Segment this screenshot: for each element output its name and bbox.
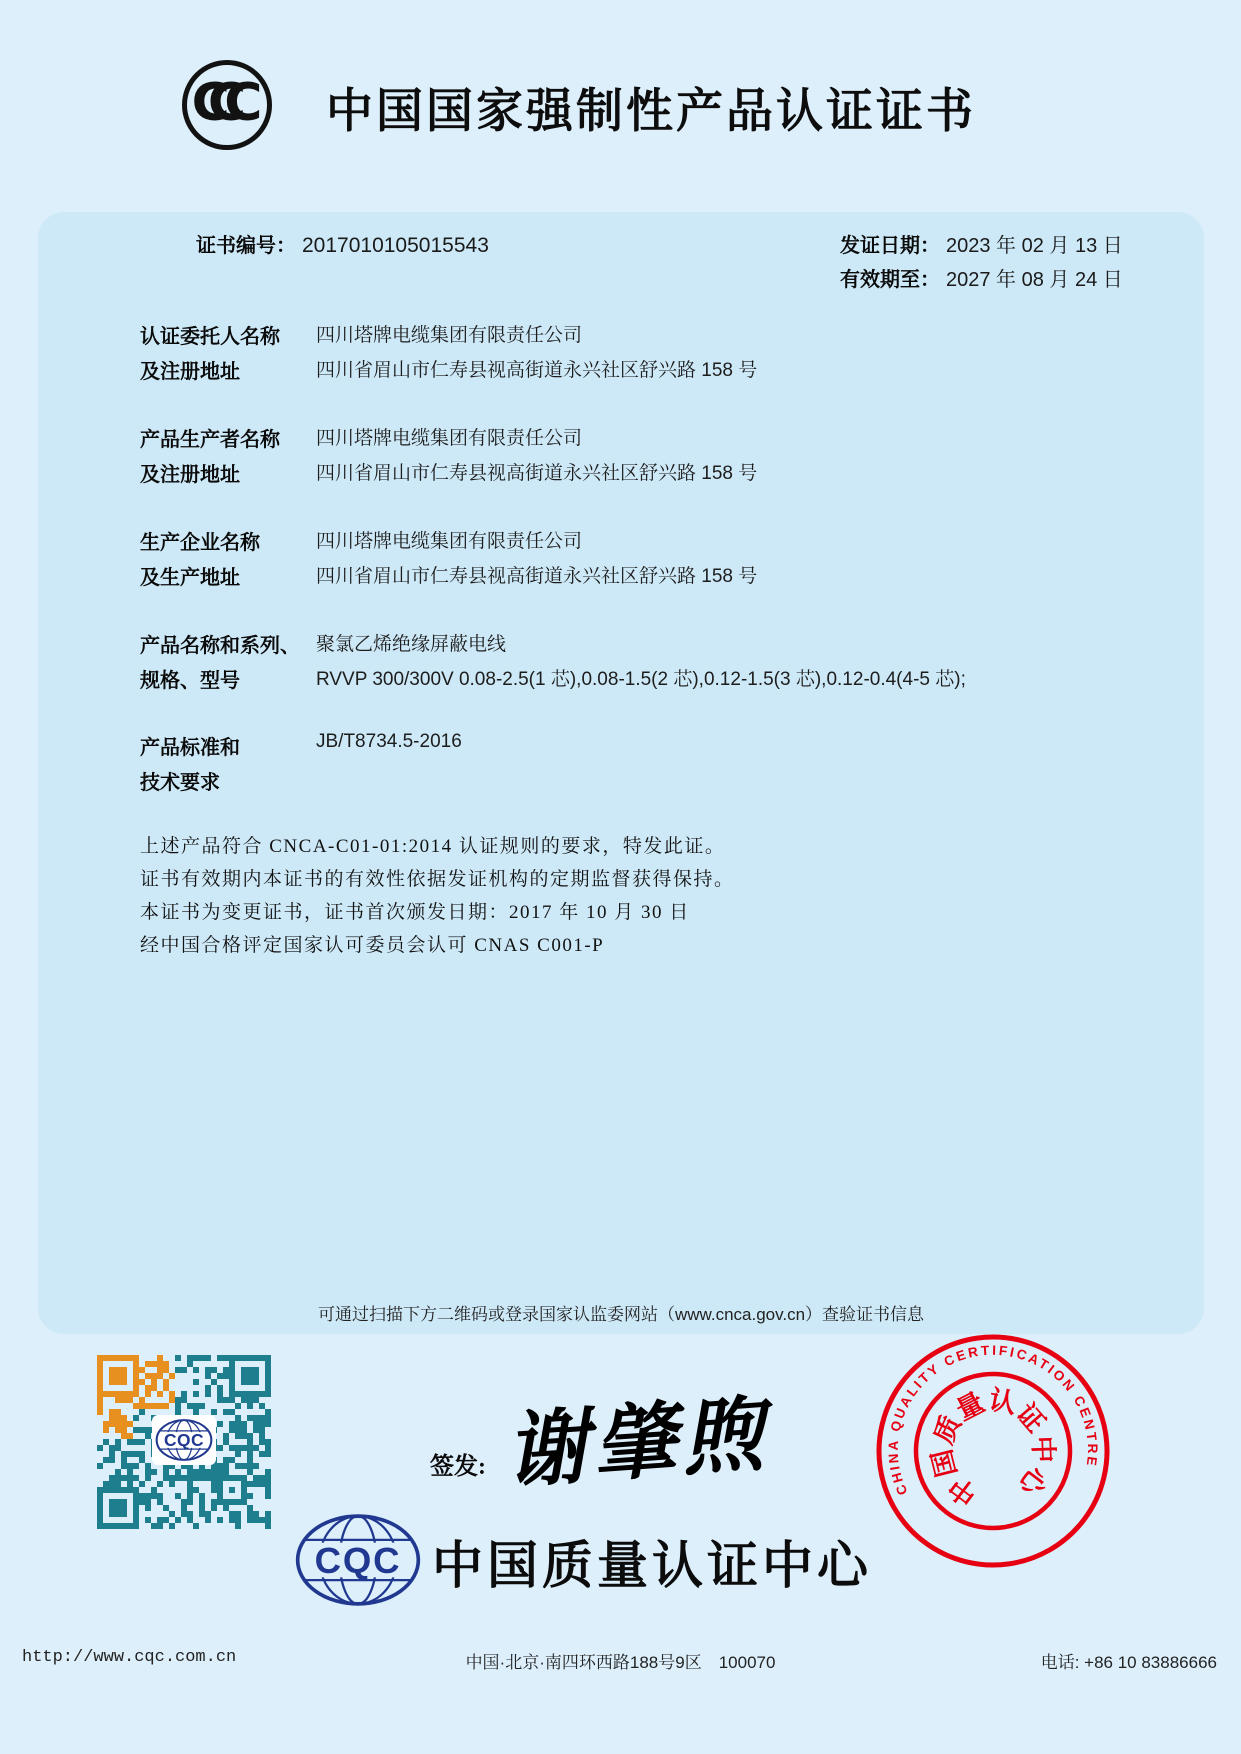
signature-handwriting: 谢肇煦 xyxy=(502,1385,773,1501)
field-value: 四川省眉山市仁寿县视高街道永兴社区舒兴路 158 号 xyxy=(316,360,758,381)
certificate-card xyxy=(38,212,1204,1334)
field-value: 四川省眉山市仁寿县视高街道永兴社区舒兴路 158 号 xyxy=(316,566,758,587)
svg-text:心: 心 xyxy=(1012,1461,1054,1501)
issue-date-label: 发证日期： xyxy=(840,235,940,257)
certificate-number-value: 2017010105015543 xyxy=(302,234,489,257)
cqc-globe-icon xyxy=(155,1418,213,1462)
statement-line: 证书有效期内本证书的有效性依据发证机构的定期监督获得保持。 xyxy=(140,869,735,890)
expiry-date-row xyxy=(840,263,1123,292)
field-label: 生产企业名称 xyxy=(140,532,260,554)
svg-text:证: 证 xyxy=(1010,1398,1051,1439)
qr-verification-note: 可通过扫描下方二维码或登录国家认监委网站（www.cnca.gov.cn）查验证书信息 xyxy=(317,1305,925,1324)
field-label: 认证委托人名称 xyxy=(140,326,280,348)
certificate-number-label: 证书编号： xyxy=(196,235,296,257)
svg-text:量: 量 xyxy=(951,1386,990,1426)
field-label: 规格、型号 xyxy=(140,670,240,692)
svg-text:中: 中 xyxy=(1027,1435,1059,1464)
field-label: 产品名称和系列、 xyxy=(140,635,300,657)
field-value: 四川省眉山市仁寿县视高街道永兴社区舒兴路 158 号 xyxy=(316,463,758,484)
field-value: 四川塔牌电缆集团有限责任公司 xyxy=(316,325,583,346)
field-value: JB/T8734.5-2016 xyxy=(316,731,462,752)
cqc-logo-text: CQC xyxy=(314,1539,402,1581)
issue-date-row xyxy=(840,229,1123,258)
field-label: 及注册地址 xyxy=(140,361,240,383)
footer-address: 中国·北京·南四环西路188号9区 100070 xyxy=(465,1653,776,1672)
footer-phone: 电话: +86 10 83886666 xyxy=(1040,1653,1217,1672)
red-seal-stamp xyxy=(856,1314,1129,1587)
stamp-english-text: CHINA QUALITY CERTIFICATION CENTRE xyxy=(885,1342,1100,1498)
ccc-logo-icon xyxy=(182,60,272,150)
field-value: 四川塔牌电缆集团有限责任公司 xyxy=(316,428,583,449)
issue-date-value: 2023 年 02 月 13 日 xyxy=(946,235,1123,257)
field-label: 及生产地址 xyxy=(140,567,240,589)
field-value: 聚氯乙烯绝缘屏蔽电线 xyxy=(316,634,507,655)
producer-block xyxy=(140,423,1180,493)
qr-center-logo xyxy=(152,1415,216,1465)
field-label: 产品生产者名称 xyxy=(140,429,280,451)
qr-code xyxy=(97,1355,271,1529)
cqc-globe-logo xyxy=(294,1512,422,1608)
expiry-date-label: 有效期至： xyxy=(840,269,940,291)
statement-paragraph xyxy=(140,830,735,962)
svg-text:中: 中 xyxy=(943,1470,983,1512)
expiry-date-value: 2027 年 08 月 24 日 xyxy=(946,269,1123,291)
issuer-name: 中国质量认证中心 xyxy=(432,1537,873,1594)
svg-text:国: 国 xyxy=(926,1446,963,1480)
product-block xyxy=(140,629,1180,699)
field-label: 产品标准和 xyxy=(140,737,240,759)
page-title: 中国国家强制性产品认证证书 xyxy=(326,84,976,137)
statement-line: 本证书为变更证书，证书首次颁发日期：2017 年 10 月 30 日 xyxy=(140,902,690,923)
field-value: 四川塔牌电缆集团有限责任公司 xyxy=(316,531,583,552)
svg-text:认: 认 xyxy=(986,1384,1019,1420)
statement-line: 经中国合格评定国家认可委员会认可 CNAS C001-P xyxy=(140,935,605,956)
certificate-number-row xyxy=(196,229,489,258)
footer-url: http://www.cqc.com.cn xyxy=(22,1648,237,1667)
field-value: RVVP 300/300V 0.08-2.5(1 芯),0.08-1.5(2 芯),0.12-1.5(3 芯),0.12-0.4(4-5 芯); xyxy=(316,669,966,690)
manufacturer-block xyxy=(140,526,1180,596)
cqc-logo-text: CQC xyxy=(164,1430,204,1451)
standard-block xyxy=(140,731,1180,801)
svg-text:质: 质 xyxy=(928,1411,967,1449)
field-label: 及注册地址 xyxy=(140,464,240,486)
statement-line: 上述产品符合 CNCA-C01-01:2014 认证规则的要求，特发此证。 xyxy=(140,836,726,857)
ccc-logo-text: CCC xyxy=(191,73,241,133)
sign-label: 签发: xyxy=(430,1454,486,1480)
applicant-block xyxy=(140,320,1180,390)
field-label: 技术要求 xyxy=(140,772,220,794)
